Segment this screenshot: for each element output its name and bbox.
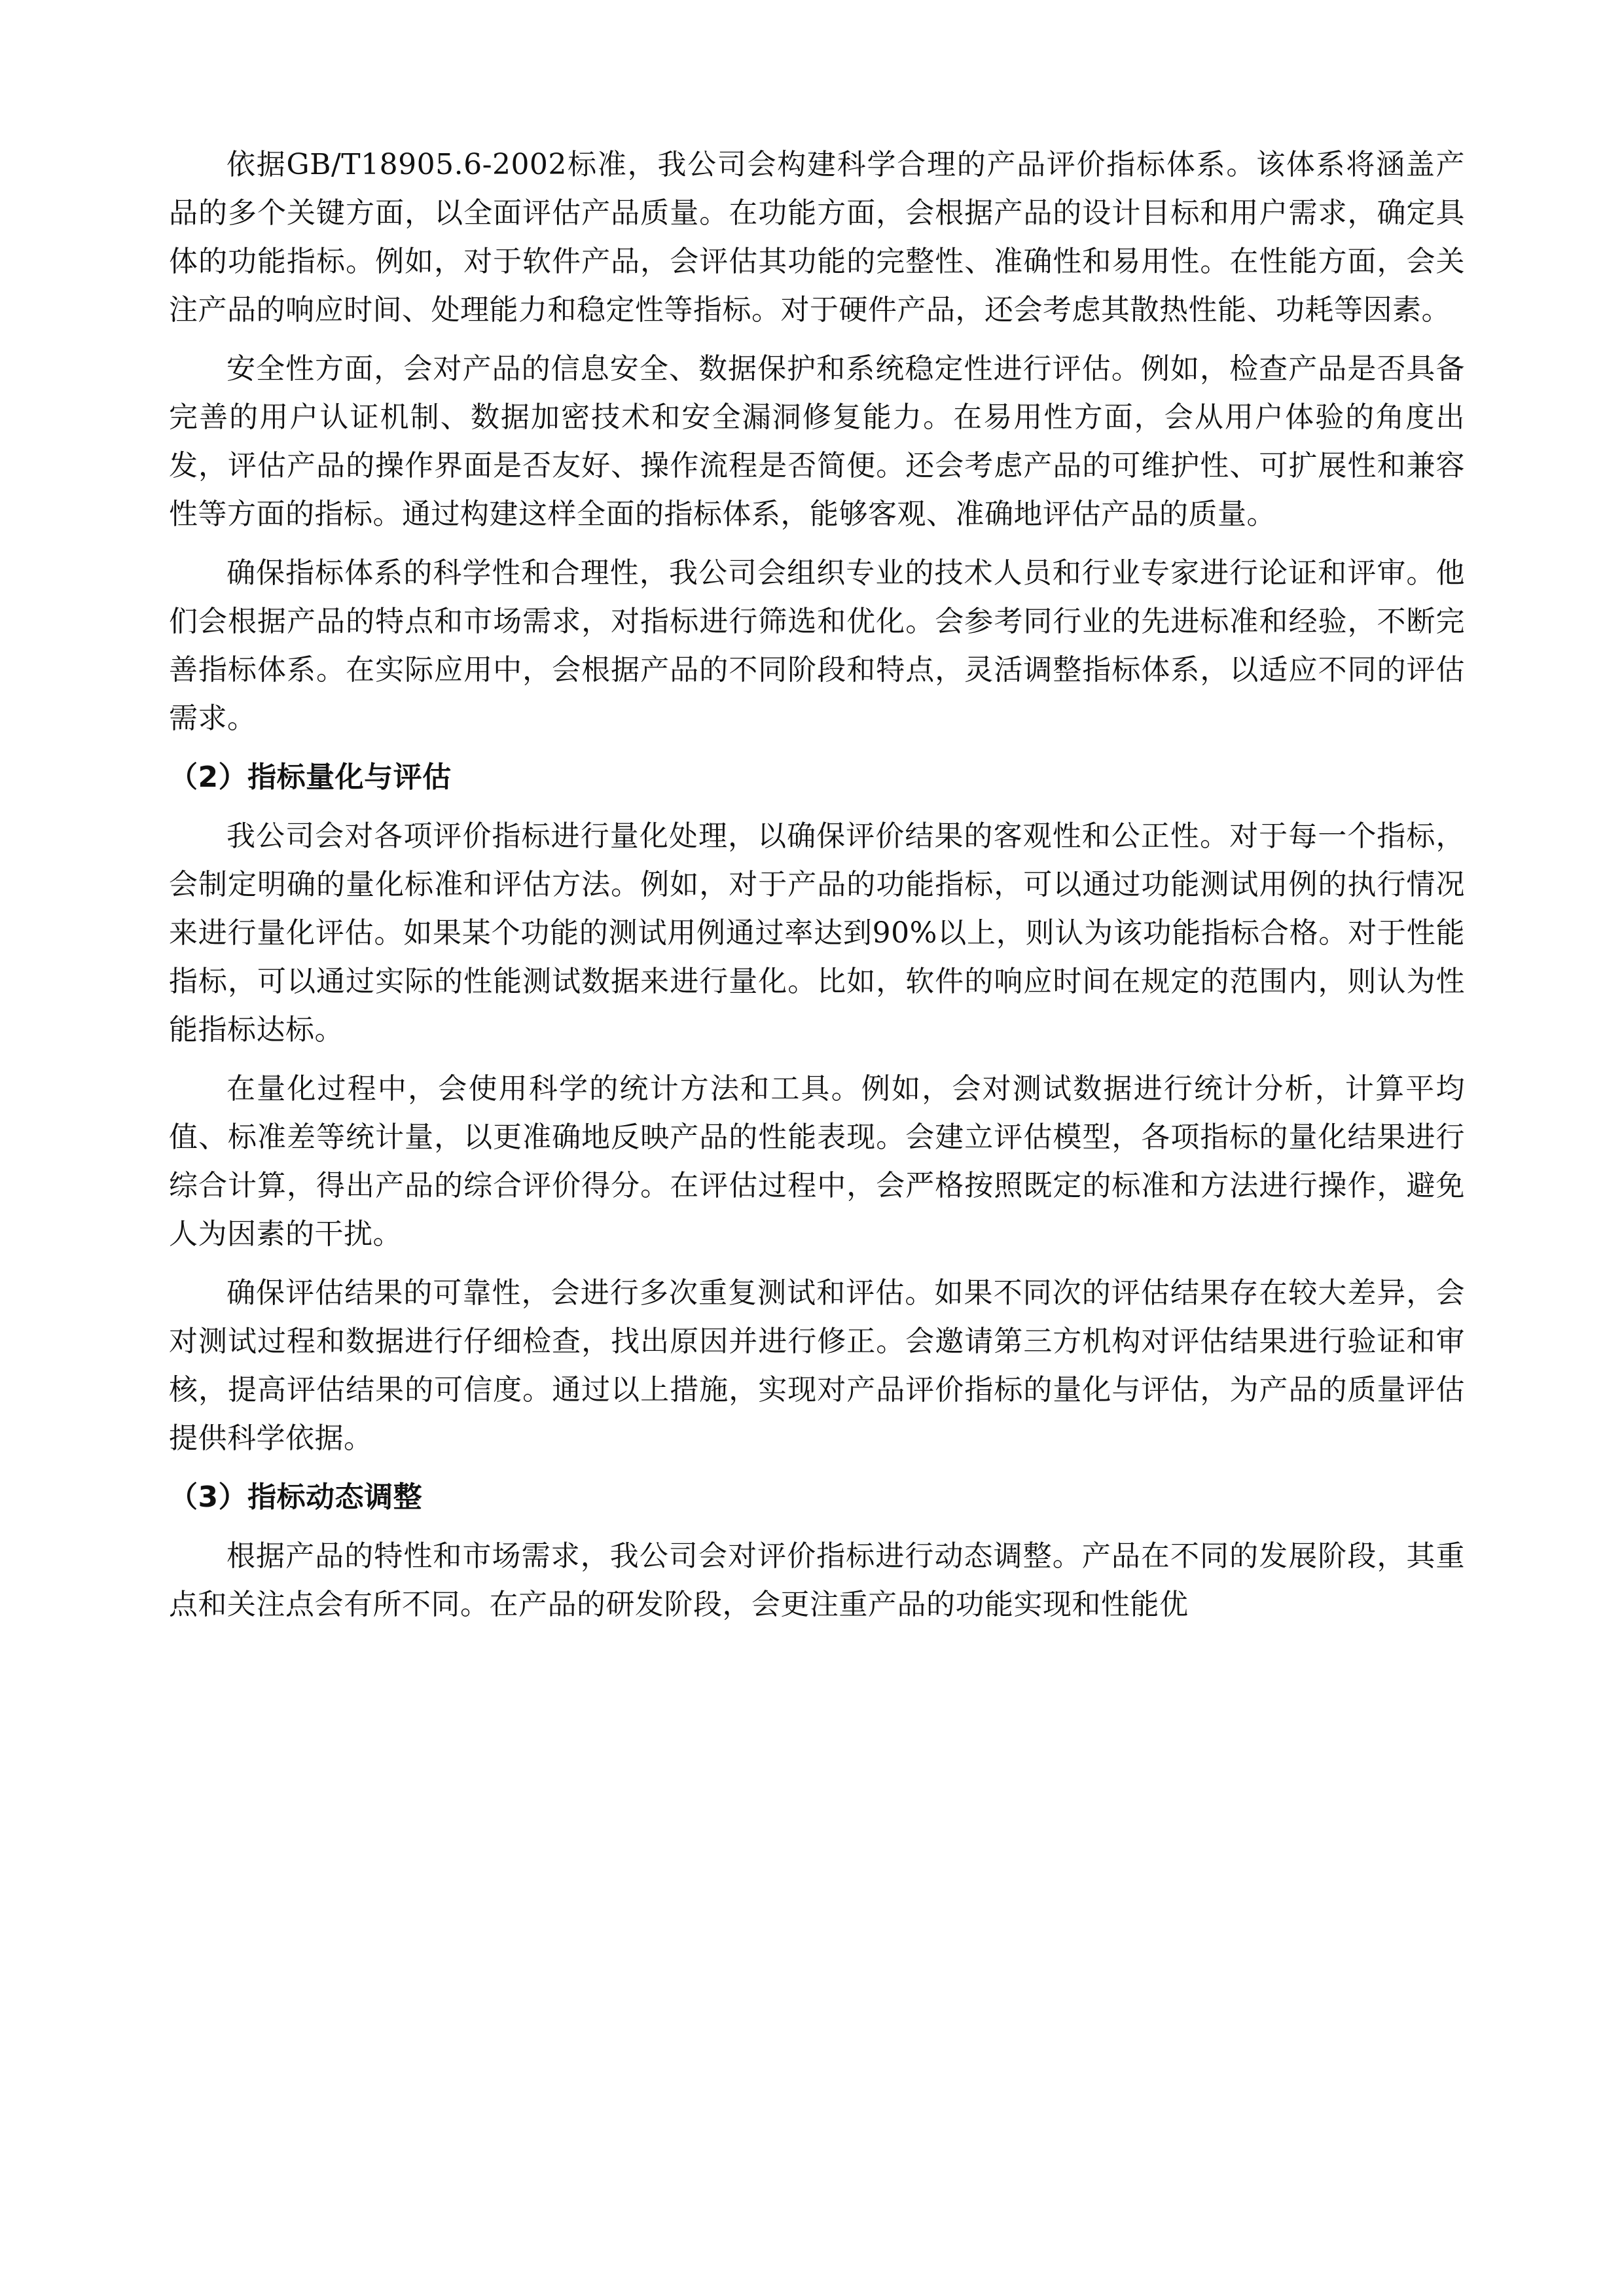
- body-paragraph: 安全性方面，会对产品的信息安全、数据保护和系统稳定性进行评估。例如，检查产品是否具备完善的用户认证机制、数据加密技术和安全漏洞修复能力。在易用性方面，会从用户体验的角度出发，评估产品的操作界面是否友好、操作流程是否简便。还会考虑产品的可维护性、可扩展性和兼容性等方面的指标。通过构建这样全面的指标体系，能够客观、准确地评估产品的质量。: [169, 352, 1465, 531]
- body-paragraph: 确保指标体系的科学性和合理性，我公司会组织专业的技术人员和行业专家进行论证和评审。他们会根据产品的特点和市场需求，对指标进行筛选和优化。会参考同行业的先进标准和经验，不断完善指标体系。在实际应用中，会根据产品的不同阶段和特点，灵活调整指标体系，以适应不同的评估需求。: [169, 556, 1465, 735]
- section-heading: （3）指标动态调整: [169, 1480, 423, 1514]
- body-paragraph: 在量化过程中，会使用科学的统计方法和工具。例如，会对测试数据进行统计分析，计算平均值、标准差等统计量，以更准确地反映产品的性能表现。会建立评估模型，各项指标的量化结果进行综合计算，得出产品的综合评价得分。在评估过程中，会严格按照既定的标准和方法进行操作，避免人为因素的干扰。: [169, 1072, 1465, 1251]
- body-paragraph: 根据产品的特性和市场需求，我公司会对评价指标进行动态调整。产品在不同的发展阶段，其重点和关注点会有所不同。在产品的研发阶段，会更注重产品的功能实现和性能优: [169, 1539, 1465, 1621]
- body-paragraph: 确保评估结果的可靠性，会进行多次重复测试和评估。如果不同次的评估结果存在较大差异，会对测试过程和数据进行仔细检查，找出原因并进行修正。会邀请第三方机构对评估结果进行验证和审核，提高评估结果的可信度。通过以上措施，实现对产品评价指标的量化与评估，为产品的质量评估提供科学依据。: [169, 1276, 1465, 1455]
- section-heading: （2）指标量化与评估: [169, 761, 452, 794]
- body-paragraph: 依据GB/T18905.6-2002标准，我公司会构建科学合理的产品评价指标体系。该体系将涵盖产品的多个关键方面，以全面评估产品质量。在功能方面，会根据产品的设计目标和用户需求，确定具体的功能指标。例如，对于软件产品，会评估其功能的完整性、准确性和易用性。在性能方面，会关注产品的响应时间、处理能力和稳定性等指标。对于硬件产品，还会考虑其散热性能、功耗等因素。: [169, 148, 1465, 327]
- body-paragraph: 我公司会对各项评价指标进行量化处理，以确保评价结果的客观性和公正性。对于每一个指标，会制定明确的量化标准和评估方法。例如，对于产品的功能指标，可以通过功能测试用例的执行情况来进行量化评估。如果某个功能的测试用例通过率达到90%以上，则认为该功能指标合格。对于性能指标，可以通过实际的性能测试数据来进行量化。比如，软件的响应时间在规定的范围内，则认为性能指标达标。: [169, 819, 1465, 1047]
- document-page: [169, 141, 1465, 1640]
